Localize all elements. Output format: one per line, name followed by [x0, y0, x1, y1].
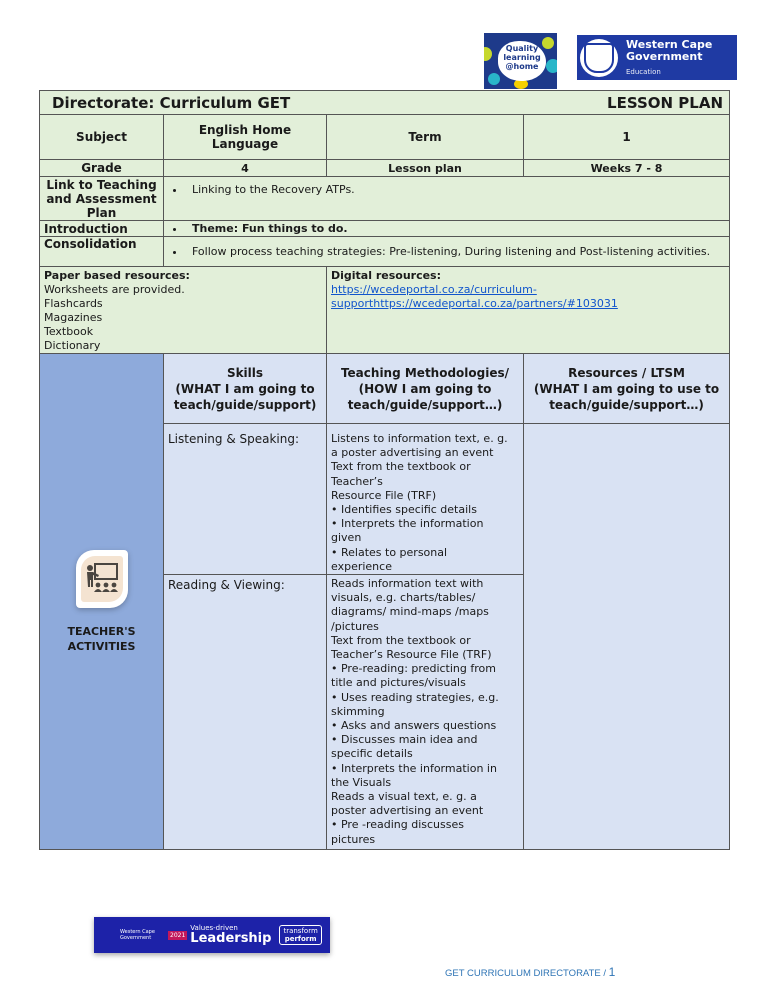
teacher-label-line2: ACTIVITIES [67, 639, 136, 653]
paper-resource-item: Worksheets are provided. [44, 283, 185, 296]
subject-value: English Home Language [164, 115, 327, 160]
paper-resource-item: Dictionary [44, 339, 101, 352]
introduction-row [40, 221, 730, 237]
logo-text-line: @home [505, 62, 539, 71]
wcg-dept: Education [626, 68, 661, 76]
header-line: teach/guide/support) [173, 397, 317, 412]
paper-resource-item: Textbook [44, 325, 94, 338]
method-line: Reads information text with [331, 577, 484, 591]
method-line: • Pre -reading discusses [331, 818, 464, 832]
digital-resources [327, 267, 730, 354]
method-line: Teacher’s [331, 474, 383, 488]
method-line: Text from the textbook or [331, 633, 471, 647]
method-line: pictures [331, 832, 376, 846]
method-line: specific details [331, 747, 413, 761]
lesson-plan-title: LESSON PLAN [327, 91, 730, 115]
digital-resources-title: Digital resources: [331, 269, 441, 282]
header-line: teach/guide/support…) [549, 397, 704, 412]
introduction-item: • Theme: Fun things to do. [186, 222, 725, 235]
header-line: Skills [226, 365, 264, 380]
resources-ltsm-cell [524, 424, 730, 850]
header-line: teach/guide/support…) [347, 397, 503, 412]
logo-text-line: Quality [505, 44, 539, 53]
lesson-plan-table [39, 90, 730, 850]
grade-value: 4 [164, 160, 327, 177]
wcg-name-line2: Government [626, 50, 703, 63]
method-line: /pictures [331, 619, 379, 633]
directorate-title: Directorate: Curriculum GET [40, 91, 327, 115]
method-line: Teacher’s Resource File (TRF) [331, 648, 492, 662]
introduction-label: Introduction [40, 221, 164, 237]
method-line: • Asks and answers questions [331, 719, 497, 733]
paper-resource-item: Flashcards [44, 297, 103, 310]
resources-row [40, 267, 730, 354]
method-line: Resource File (TRF) [331, 488, 437, 502]
banner-small-text: Values-driven [190, 924, 238, 932]
method-line: poster advertising an event [331, 804, 484, 818]
term-label: Term [327, 115, 524, 160]
link-item: • Linking to the Recovery ATPs. [186, 183, 725, 196]
lesson-plan-label: Lesson plan [327, 160, 524, 177]
page-footer [445, 965, 615, 979]
transform-perform-badge [279, 925, 321, 945]
method-line: experience [331, 559, 392, 573]
method-line: title and pictures/visuals [331, 676, 466, 690]
header-line: (WHAT I am going to use to [533, 381, 720, 396]
methodologies-column-header [327, 354, 524, 424]
subject-row [40, 115, 730, 160]
methods-listening-speaking [327, 424, 524, 575]
skills-column-header [164, 354, 327, 424]
link-label: Link to Teaching and Assessment Plan [40, 177, 164, 221]
method-line: • Interprets the information in [331, 761, 497, 775]
method-line: the Visuals [331, 775, 392, 789]
skill-listening-speaking: Listening & Speaking: [164, 424, 327, 575]
paper-resources-title: Paper based resources: [44, 269, 190, 282]
digital-resource-link[interactable] [331, 283, 725, 311]
method-line: • Pre-reading: predicting from [331, 662, 496, 676]
banner-year: 2021 [170, 931, 186, 939]
link-row [40, 177, 730, 221]
badge-line2: perform [284, 935, 317, 943]
footer-directorate: GET CURRICULUM DIRECTORATE / [445, 968, 609, 979]
teacher-activities-label [44, 624, 159, 654]
method-line: Text from the textbook or [331, 460, 471, 474]
method-line: Reads a visual text, e. g. a [331, 790, 477, 804]
method-line: diagrams/ mind-maps /maps [331, 605, 489, 619]
western-cape-government-logo [577, 35, 737, 80]
methods-reading-viewing [327, 575, 524, 850]
paper-resources [40, 267, 327, 354]
consolidation-label: Consolidation [40, 237, 164, 267]
resources-column-header [524, 354, 730, 424]
teacher-label-line1: TEACHER'S [67, 624, 136, 638]
method-line: skimming [331, 704, 385, 718]
quality-learning-at-home-logo [484, 33, 557, 89]
consolidation-row [40, 237, 730, 267]
values-driven-leadership-banner [94, 917, 330, 953]
grade-row [40, 160, 730, 177]
coat-of-arms-icon [580, 39, 618, 77]
consolidation-item: • Follow process teaching strategies: Pre-listening, During listening and Post-listening activities. [186, 245, 725, 259]
method-line: • Identifies specific details [331, 503, 477, 517]
wcg-name-line1: Western Cape [626, 38, 713, 51]
method-line: • Interprets the information [331, 517, 484, 531]
digital-link-line1[interactable]: https://wcedeportal.co.za/curriculum- [331, 283, 537, 296]
digital-link-line2[interactable]: supporthttps://wcedeportal.co.za/partners/#103031 [331, 297, 618, 310]
method-line: given [331, 531, 362, 545]
header-line: (WHAT I am going to [175, 381, 315, 396]
header-line: Resources / LTSM [568, 365, 685, 380]
page-number: 1 [608, 965, 616, 979]
method-line: • Relates to personal [331, 545, 448, 559]
badge-line1: transform [283, 927, 318, 935]
term-value: 1 [524, 115, 730, 160]
teacher-presentation-icon [76, 550, 128, 608]
weeks-value: Weeks 7 - 8 [524, 160, 730, 177]
method-line: • Uses reading strategies, e.g. [331, 690, 499, 704]
logo-text-line: learning [503, 53, 541, 62]
header-line: Teaching Methodologies/ [340, 365, 510, 380]
method-line: visuals, e.g. charts/tables/ [331, 591, 476, 605]
activities-header-row [40, 354, 730, 424]
banner-org: Western Cape Government [120, 929, 155, 941]
header-line: (HOW I am going to [358, 381, 492, 396]
banner-big-text: Leadership [190, 931, 272, 946]
paper-resource-item: Magazines [44, 311, 103, 324]
skill-reading-viewing: Reading & Viewing: [164, 575, 327, 850]
teacher-activities-cell [40, 354, 164, 850]
method-line: Listens to information text, e. g. [331, 432, 508, 445]
grade-label: Grade [40, 160, 164, 177]
method-line: • Discusses main idea and [331, 733, 478, 747]
method-line: a poster advertising an event [331, 446, 494, 460]
subject-label: Subject [40, 115, 164, 160]
header-row [40, 91, 730, 115]
